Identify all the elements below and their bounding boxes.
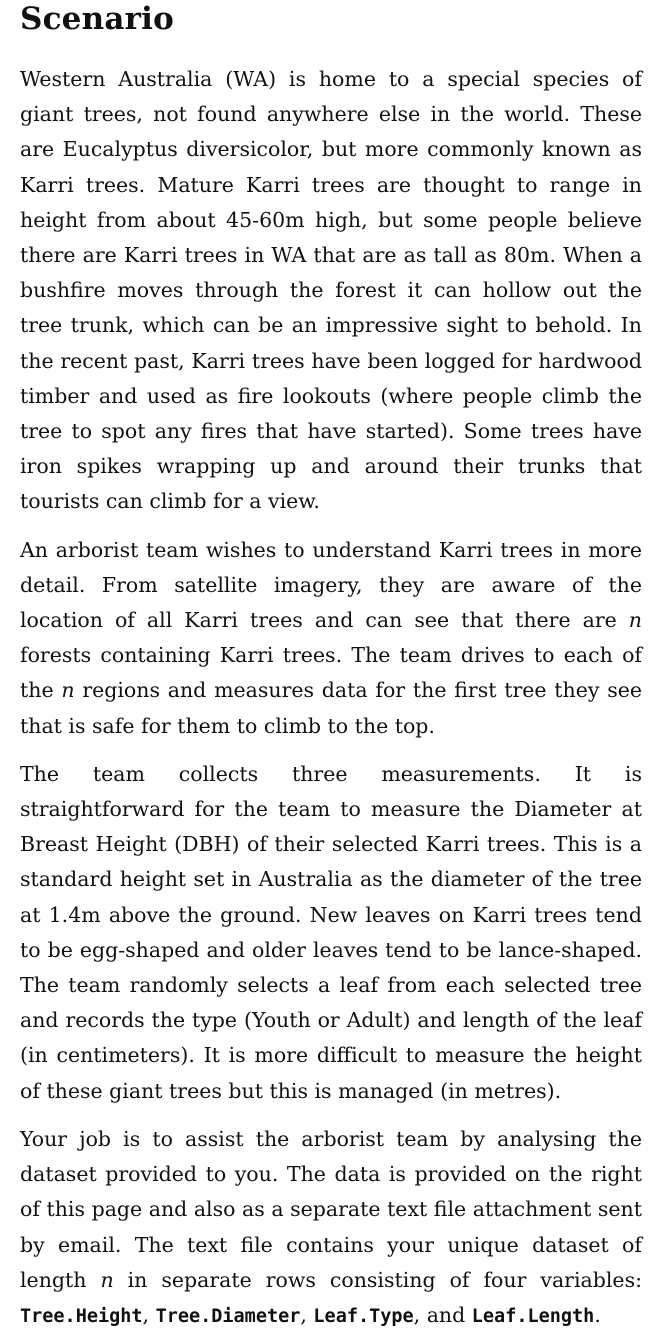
section-title: Scenario	[20, 1, 174, 37]
paragraph-text: forests containing Karri trees. The team drives to each of the	[20, 643, 642, 703]
variable-tree-diameter: Tree.Diameter	[155, 1305, 301, 1327]
separator-text: , and	[413, 1302, 472, 1327]
paragraph-text: regions and measures data for the first tree they see that is safe for them to climb to the top.	[20, 678, 642, 738]
variable-tree-height: Tree.Height	[20, 1305, 143, 1327]
variable-leaf-type: Leaf.Type	[313, 1305, 414, 1327]
separator-text: ,	[142, 1302, 156, 1327]
variable-leaf-length: Leaf.Length	[471, 1305, 595, 1327]
paragraph-arborist-team	[20, 533, 642, 744]
paragraph-text: in separate rows consisting of four variables:	[113, 1267, 642, 1292]
paragraph-your-job	[20, 1122, 642, 1334]
paragraph-text: An arborist team wishes to understand Karri trees in more detail. From satellite imagery, they are aware of the location of all Karri trees and can see that there are	[20, 537, 642, 633]
math-variable-n: n	[61, 678, 75, 703]
paragraph-intro: Western Australia (WA) is home to a special species of giant trees, not found anywhere else in the world. These are Eucalyptus diversicolor, but more commonly known as Karri trees. Mature Karri trees are thought to range in height from about 45-60m high, but some people believe there are Karri trees in WA that are as tall as 80m. When a bushfire moves through the forest it can hollow out the tree trunk, which can be an impressive sight to behold. In the recent past, Karri trees have been logged for hardwood timber and used as fire lookouts (where people climb the tree to spot any fires that have started). Some trees have iron spikes wrapping up and around their trunks that tourists can climb for a view.	[20, 67, 642, 514]
paragraph-text: Your job is to assist the arborist team by analysing the dataset provided to you. The data is provided on the right of this page and also as a separate text file attachment sent by email. The text file contains your unique dataset of length	[20, 1126, 642, 1292]
math-variable-n: n	[100, 1267, 114, 1292]
paragraph-measurements: The team collects three measurements. It is straightforward for the team to measure the Diameter at Breast Height (DBH) of their selected Karri trees. This is a standard height set in Australia as the diameter of the tree at 1.4m above the ground. New leaves on Karri trees tend to be egg-shaped and older leaves tend to be lance-shaped. The team randomly selects a leaf from each selected tree and records the type (Youth or Adult) and length of the leaf (in centimeters). It is more difficult to measure the height of these giant trees but this is managed (in metres).	[20, 761, 642, 1103]
separator-text: ,	[300, 1302, 314, 1327]
sentence-end: .	[594, 1302, 601, 1327]
math-variable-n: n	[628, 608, 642, 633]
